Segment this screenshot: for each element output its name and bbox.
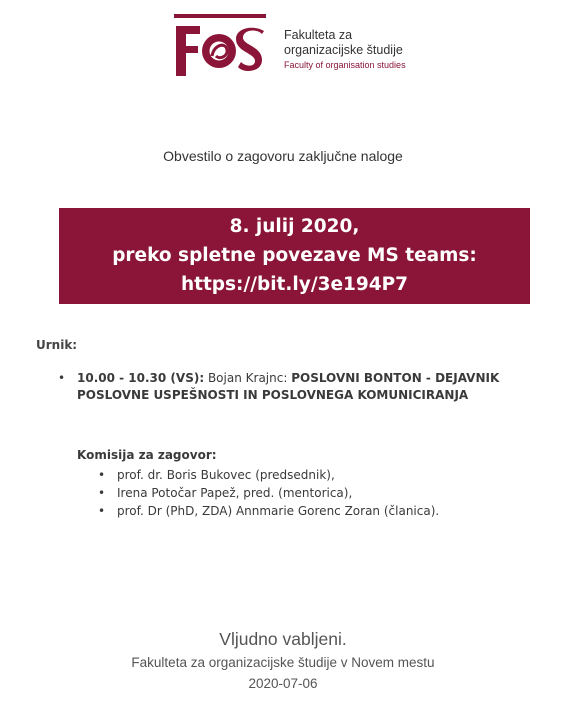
banner-date: 8. julij 2020,	[229, 216, 360, 237]
closing-date: 2020-07-06	[248, 676, 318, 691]
logo-text	[284, 28, 406, 73]
committee-member: • Irena Potočar Papež, pred. (mentorica),	[98, 486, 353, 500]
session-thesis-title: POSLOVNI BONTON - DEJAVNIK POSLOVNE USPEŠNOSTI IN POSLOVNEGA KOMUNICIRANJA	[77, 371, 500, 402]
session-item	[58, 370, 508, 404]
bullet-icon: •	[98, 486, 106, 500]
committee-member: • prof. dr. Boris Bukovec (predsednik),	[98, 468, 335, 482]
logo-line-2: organizacijske študije	[284, 43, 403, 57]
event-banner	[59, 208, 530, 304]
closing-faculty: Fakulteta za organizacijske študije v Novem mestu	[131, 655, 435, 670]
committee-heading: Komisija za zagovor:	[77, 448, 217, 462]
committee-member: • prof. Dr (PhD, ZDA) Annmarie Gorenc Zoran (članica).	[98, 504, 440, 518]
logo-line-3: Faculty of organisation studies	[284, 60, 406, 70]
schedule-heading: Urnik:	[36, 338, 78, 352]
faculty-logo	[174, 14, 424, 80]
banner-channel: preko spletne povezave MS teams:	[112, 245, 477, 266]
bullet-icon: •	[98, 468, 106, 482]
banner-link[interactable]: https://bit.ly/3e194P7	[180, 274, 409, 295]
logo-line-1: Fakulteta za	[284, 28, 353, 42]
fos-logo-mark	[174, 20, 266, 78]
committee-list	[98, 466, 439, 520]
closing-regards: Vljudno vabljeni.	[219, 629, 347, 649]
session-time: 10.00 - 10.30 (VS):	[77, 371, 205, 385]
bullet-icon: •	[98, 504, 106, 518]
logo-accent-bar	[174, 14, 266, 18]
bullet-icon: •	[58, 371, 66, 385]
notice-title: Obvestilo o zagovoru zaključne naloge	[163, 148, 403, 164]
session-candidate: Bojan Krajnc:	[207, 371, 288, 385]
